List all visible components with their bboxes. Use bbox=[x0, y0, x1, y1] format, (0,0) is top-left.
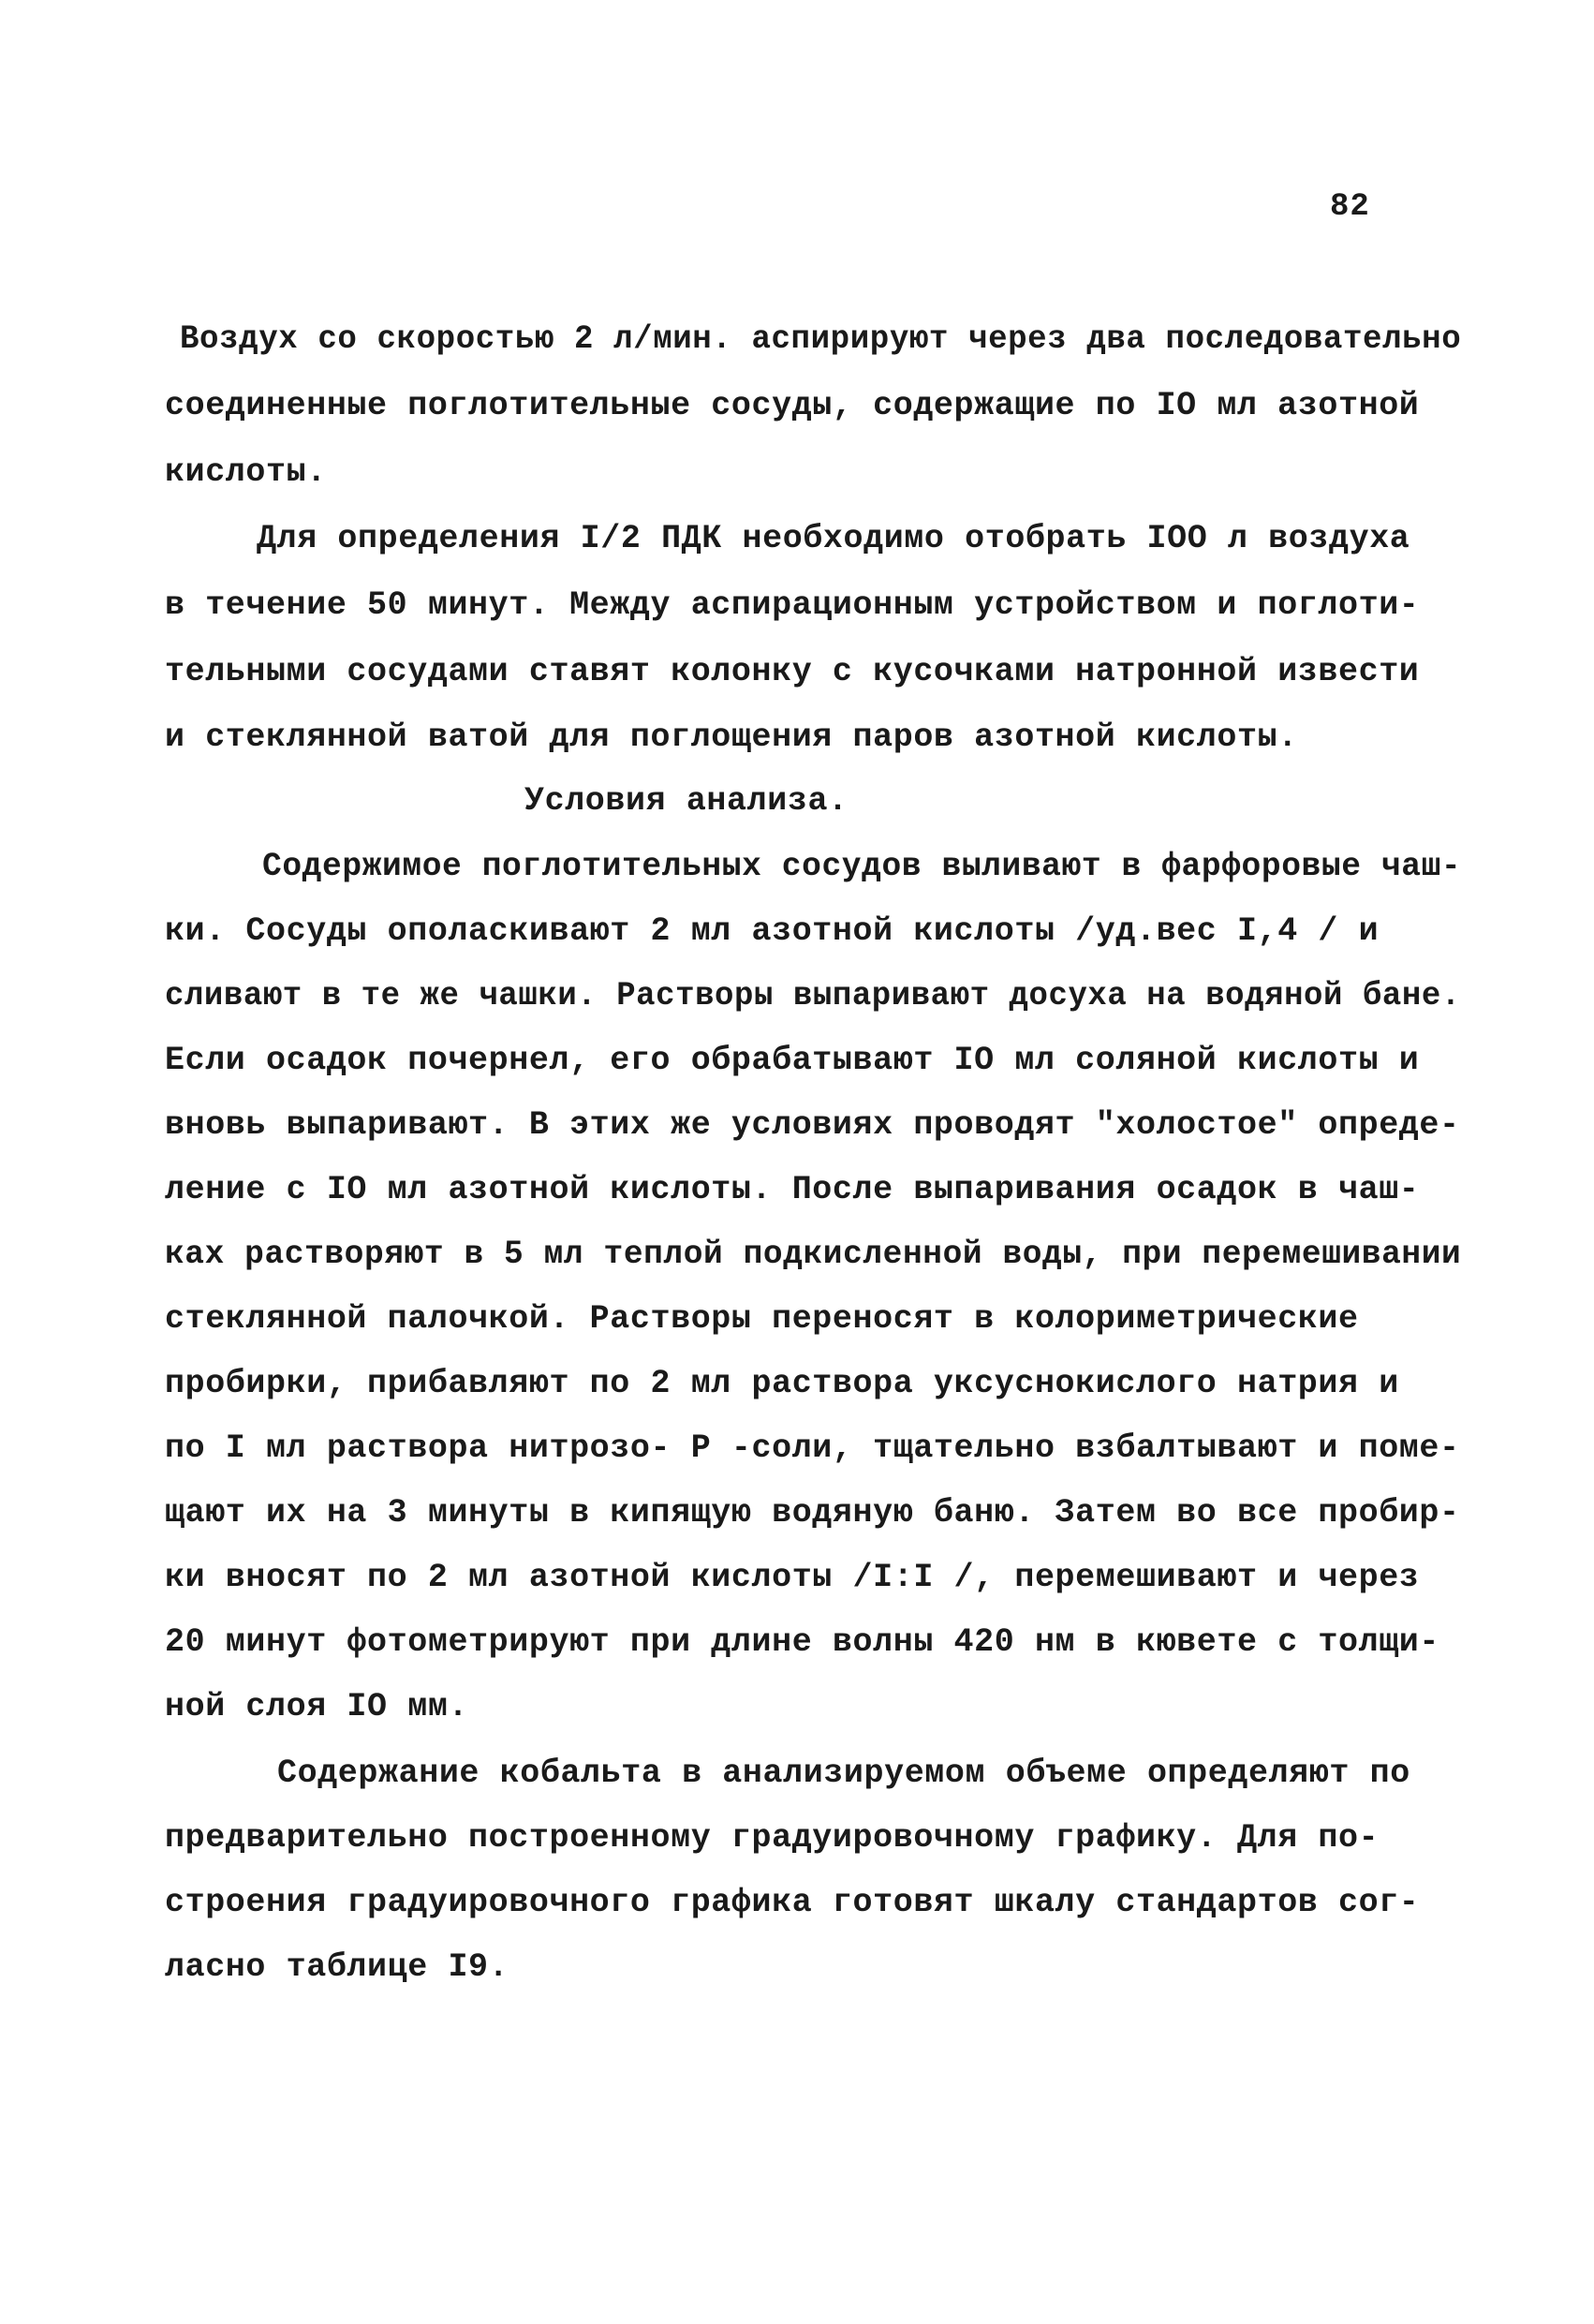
text-line-12: Если осадок почернел, его обрабатывают IO мл соляной кислоты и bbox=[165, 1042, 1420, 1079]
section-heading-analysis-conditions: Условия анализа. bbox=[524, 782, 849, 820]
text-line-20: ки вносят по 2 мл азотной кислоты /I:I /, перемешивают и через bbox=[165, 1559, 1420, 1596]
text-line-23: Содержание кобальта в анализируемом объеме определяют по bbox=[277, 1754, 1410, 1792]
text-line-18: по I мл раствора нитрозо- Р -соли, тщательно взбалтывают и поме- bbox=[165, 1429, 1460, 1467]
text-line-5: в течение 50 минут. Между аспирационным устройством и поглоти- bbox=[165, 586, 1420, 624]
text-line-1: Воздух со скоростью 2 л/мин. аспирируют через два последовательно bbox=[180, 320, 1462, 358]
text-line-25: строения градуировочного графика готовят шкалу стандартов сог- bbox=[165, 1884, 1420, 1921]
text-line-3: кислоты. bbox=[165, 453, 327, 491]
text-line-16: стеклянной палочкой. Растворы переносят в колориметрические bbox=[165, 1300, 1359, 1338]
text-line-6: тельными сосудами ставят колонку с кусочками натронной извести bbox=[165, 653, 1420, 690]
text-line-2: соединенные поглотительные сосуды, содержащие по IO мл азотной bbox=[165, 387, 1420, 424]
text-line-15: ках растворяют в 5 мл теплой подкисленной воды, при перемешивании bbox=[165, 1236, 1462, 1273]
text-line-9: Содержимое поглотительных сосудов выливают в фарфоровые чаш- bbox=[262, 848, 1462, 885]
text-line-4: Для определения I/2 ПДК необходимо отобрать IOO л воздуха bbox=[257, 520, 1410, 557]
text-line-21: 20 минут фотометрируют при длине волны 420 нм в кювете с толщи- bbox=[165, 1623, 1440, 1661]
text-line-17: пробирки, прибавляют по 2 мл раствора уксуснокислого натрия и bbox=[165, 1365, 1399, 1402]
text-line-24: предварительно построенному градуировочному графику. Для по- bbox=[165, 1819, 1380, 1857]
text-line-7: и стеклянной ватой для поглощения паров азотной кислоты. bbox=[165, 718, 1298, 756]
text-line-26: ласно таблице I9. bbox=[165, 1948, 509, 1986]
text-line-19: щают их на 3 минуты в кипящую водяную баню. Затем во все пробир- bbox=[165, 1494, 1460, 1532]
text-line-13: вновь выпаривают. В этих же условиях проводят "холостое" опреде- bbox=[165, 1106, 1460, 1144]
text-line-10: ки. Сосуды ополаскивают 2 мл азотной кислоты /уд.вес I,4 / и bbox=[165, 912, 1380, 950]
text-line-11: сливают в те же чашки. Растворы выпаривают досуха на водяной бане. bbox=[165, 977, 1461, 1014]
page-number: 82 bbox=[1330, 189, 1370, 225]
text-line-22: ной слоя IO мм. bbox=[165, 1688, 469, 1725]
text-line-14: ление с IO мл азотной кислоты. После выпаривания осадок в чаш- bbox=[165, 1171, 1420, 1208]
